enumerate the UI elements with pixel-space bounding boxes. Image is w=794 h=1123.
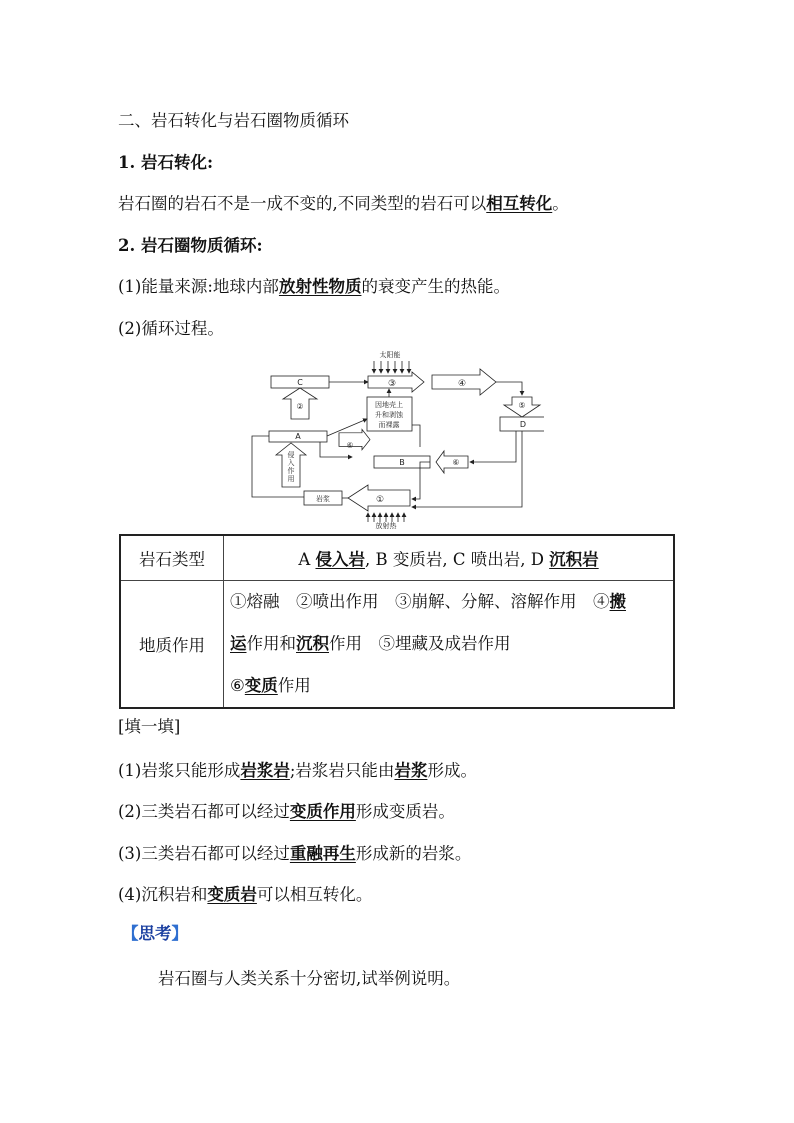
item1-text-before: 岩石圈的岩石不是一成不变的,不同类型的岩石可以	[118, 194, 487, 213]
rock-types-row	[120, 535, 674, 581]
q1-pre: (1)岩浆只能形成	[118, 761, 241, 780]
intrusion-char-4: 用	[287, 475, 295, 483]
uplift-line-2: 升和剥蚀	[375, 411, 403, 419]
sun-arrows	[374, 361, 409, 373]
think-question: 岩石圈与人类关系十分密切,试举例说明。	[158, 969, 461, 988]
processes-label: 地质作用	[120, 581, 224, 709]
fill-q1	[118, 757, 477, 781]
item2-heading: 2. 岩石圈物质循环:	[118, 236, 263, 255]
rock-table	[119, 534, 675, 709]
q2-answer: 变质作用	[289, 802, 356, 821]
process-2-after: 作用 ⑤埋藏及成岩作用	[329, 634, 511, 653]
item1-heading: 1. 岩石转化:	[118, 153, 214, 172]
arrow-d-to-1	[412, 431, 522, 507]
arrow-6-right-label: ⑥	[452, 458, 460, 467]
fill-q2	[118, 798, 455, 822]
uplift-line-3: 而裸露	[378, 421, 400, 429]
energy-after: 的衰变产生的热能。	[361, 277, 510, 296]
rock-types-label: 岩石类型	[120, 535, 224, 581]
arrow-5-label: ⑤	[518, 401, 526, 410]
box-b-label: B	[399, 458, 405, 467]
section-title: 二、岩石转化与岩石圈物质循环	[118, 111, 349, 130]
process-1-answer: 搬	[609, 592, 626, 611]
processes-row	[120, 581, 674, 709]
q1-answer-2: 岩浆	[394, 761, 428, 780]
process-line-2	[230, 623, 673, 665]
item1-answer: 相互转化	[486, 194, 553, 213]
process-2-mid: 作用和	[246, 634, 296, 653]
magma-label: 岩浆	[316, 495, 330, 503]
q3-after: 形成新的岩浆。	[355, 844, 472, 863]
arrow-6-left	[339, 429, 370, 449]
q3-answer: 重融再生	[289, 844, 356, 863]
arrow-4-to-5	[496, 382, 522, 395]
heat-label: 放射热	[375, 522, 397, 529]
processes-value	[224, 581, 675, 709]
arrow-2-label: ②	[296, 402, 304, 411]
q2-pre: (2)三类岩石都可以经过	[118, 802, 290, 821]
think-heading	[122, 920, 188, 944]
think-bracket-open: 【	[122, 924, 139, 943]
type-a-answer: 侵入岩	[315, 550, 365, 569]
box-a-label: A	[295, 432, 301, 441]
fill-q3	[118, 840, 471, 864]
process-1-text: ①熔融 ②喷出作用 ③崩解、分解、溶解作用 ④	[230, 592, 610, 611]
intrusion-char-2: 入	[287, 459, 295, 467]
think-bracket-close: 】	[171, 924, 188, 943]
process-2-answer-1: 运	[230, 634, 247, 653]
process-3-answer: 变质	[244, 676, 278, 695]
arrow-3-label: ③	[387, 379, 397, 389]
arrow-6-left-label: ⑥	[346, 441, 354, 450]
type-a: A	[298, 550, 316, 569]
fill-q4	[118, 881, 372, 905]
uplift-side-line	[412, 425, 420, 447]
rock-cycle-diagram	[244, 347, 544, 529]
process-3-after: 作用	[277, 676, 311, 695]
q1-after: 形成。	[427, 761, 477, 780]
box-c-label: C	[297, 378, 303, 387]
energy-answer: 放射性物质	[278, 277, 362, 296]
q4-after: 可以相互转化。	[256, 885, 373, 904]
heat-arrows	[368, 513, 404, 522]
types-middle: , B 变质岩, C 喷出岩, D	[364, 550, 550, 569]
item2-process: (2)循环过程。	[118, 319, 224, 338]
energy-before: (1)能量来源:地球内部	[118, 277, 279, 296]
q1-answer-1: 岩浆岩	[240, 761, 290, 780]
arrow-1-label: ①	[375, 495, 385, 505]
uplift-line-1: 因地壳上	[375, 401, 403, 409]
rock-types-value	[224, 535, 675, 581]
arrow-4-label: ④	[457, 379, 467, 389]
process-2-answer-2: 沉积	[296, 634, 329, 653]
q4-pre: (4)沉积岩和	[118, 885, 208, 904]
box-d-label: D	[519, 420, 527, 429]
sun-label: 太阳能	[379, 351, 401, 359]
process-line-1	[230, 581, 673, 623]
intrusion-char-3: 作	[287, 467, 295, 475]
process-3-pre: ⑥	[230, 676, 245, 695]
q2-after: 形成变质岩。	[355, 802, 455, 821]
q1-mid: ;岩浆岩只能由	[289, 761, 395, 780]
intrusion-char-1: 侵	[287, 451, 295, 459]
q3-pre: (3)三类岩石都可以经过	[118, 844, 290, 863]
item2-energy	[118, 273, 510, 297]
fill-title: [填一填]	[118, 717, 181, 736]
q4-answer: 变质岩	[207, 885, 257, 904]
type-d-answer: 沉积岩	[549, 550, 599, 569]
arrow-d-to-6	[470, 431, 516, 462]
process-line-3	[230, 665, 673, 707]
think-label: 思考	[138, 924, 172, 943]
item1-text	[118, 190, 569, 214]
item1-text-after: 。	[552, 194, 569, 213]
